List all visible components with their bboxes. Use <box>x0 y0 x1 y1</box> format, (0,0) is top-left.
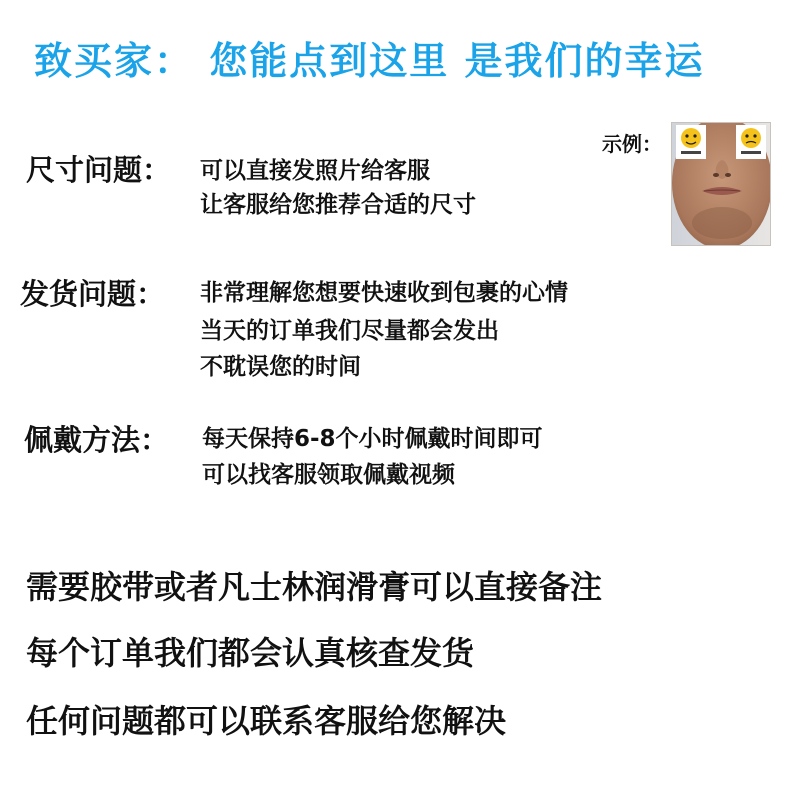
footer-line: 任何问题都可以联系客服给您解决 <box>26 702 507 740</box>
section-size-line: 让客服给您推荐合适的尺寸 <box>200 192 476 218</box>
section-wearing-line: 每天保持6-8个小时佩戴时间即可 <box>202 426 543 452</box>
footer-line: 每个订单我们都会认真核查发货 <box>26 634 475 672</box>
section-shipping-label: 发货问题： <box>20 277 166 311</box>
section-shipping-line: 非常理解您想要快速收到包裹的心情 <box>200 280 568 306</box>
section-shipping-line: 当天的订单我们尽量都会发出 <box>200 318 499 344</box>
section-wearing-label: 佩戴方法： <box>24 423 170 457</box>
footer-line: 需要胶带或者凡士林润滑膏可以直接备注 <box>26 568 603 606</box>
face-photo-image <box>672 123 771 246</box>
section-size-line: 可以直接发照片给客服 <box>200 158 430 184</box>
section-wearing-line: 可以找客服领取佩戴视频 <box>202 462 455 488</box>
example-label: 示例： <box>602 132 662 156</box>
section-shipping-line: 不耽误您的时间 <box>200 354 361 380</box>
section-size-label: 尺寸问题： <box>26 153 172 187</box>
headline: 致买家： 您能点到这里 是我们的幸运 <box>34 39 705 83</box>
example-face-photo <box>671 122 771 246</box>
